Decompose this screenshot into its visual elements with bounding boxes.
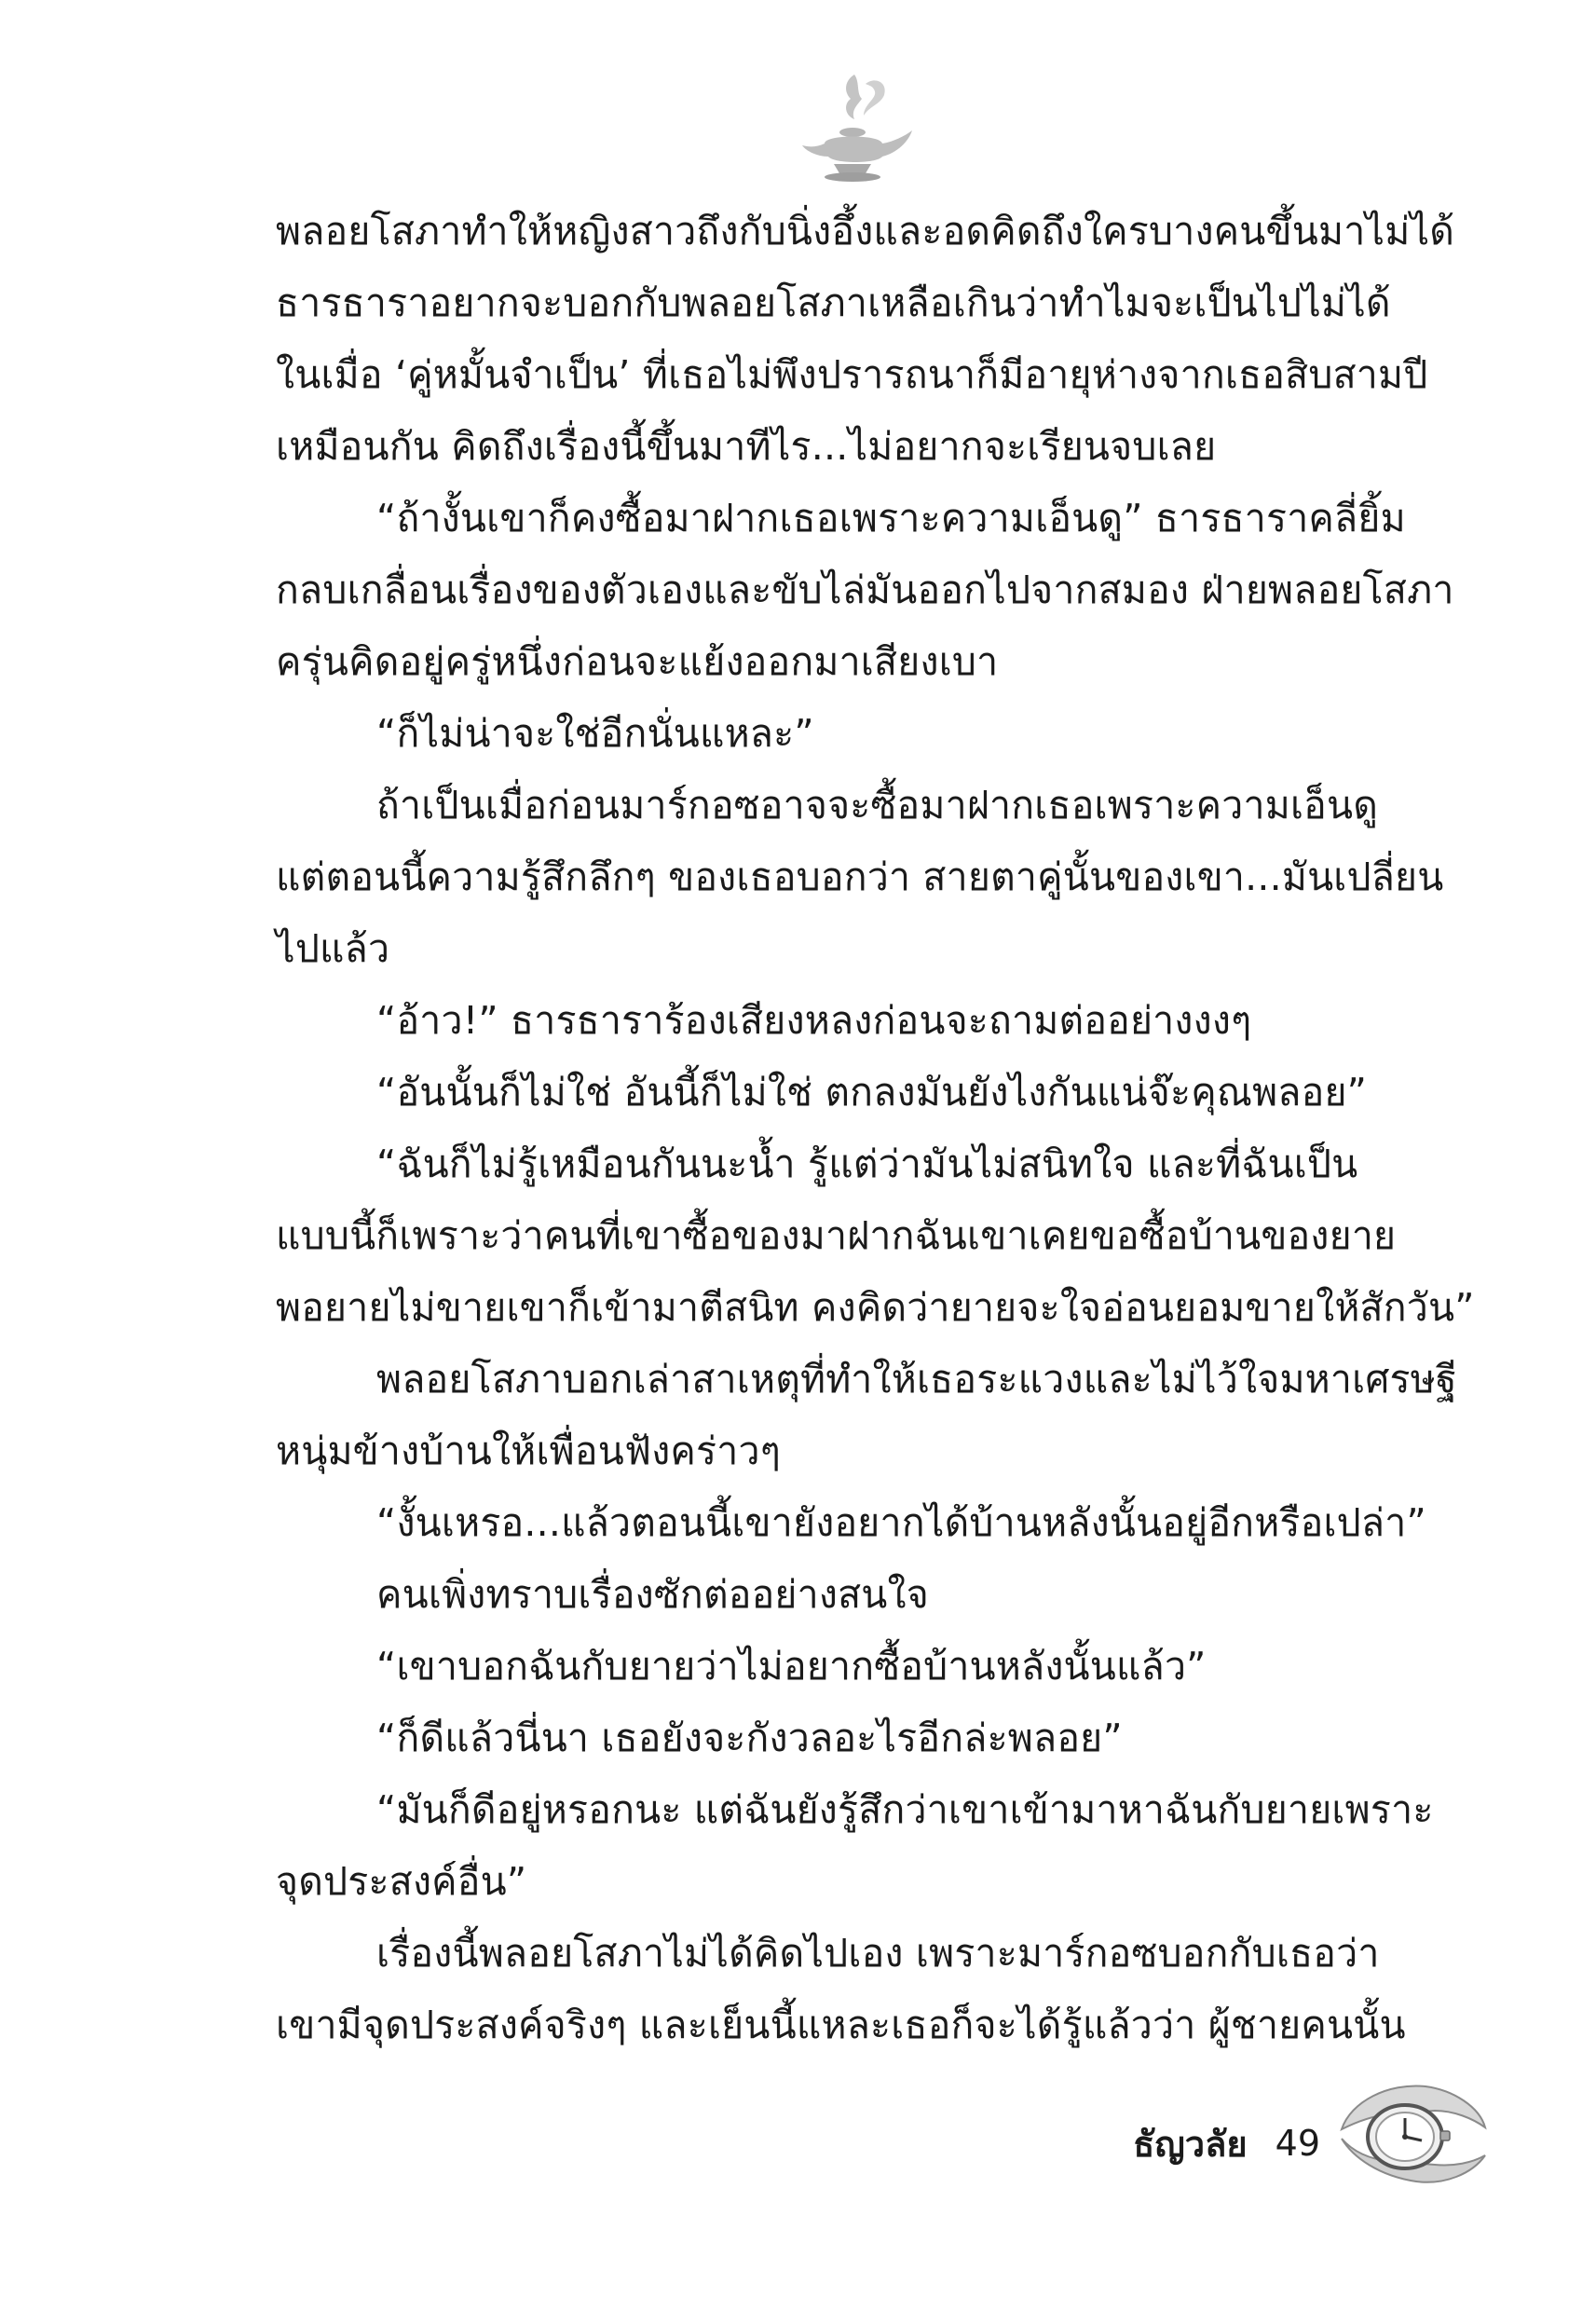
text-line: เขามีจุดประสงค์จริงๆ และเย็นนี้แหละเธอก็จะได้รู้แล้วว่า ผู้ชายคนนั้น [276, 2003, 1406, 2047]
text-line: คนเพิ่งทราบเรื่องซักต่ออย่างสนใจ [376, 1572, 929, 1617]
genie-lamp-icon [797, 67, 918, 188]
text-line: “ฉันก็ไม่รู้เหมือนกันนะน้ำ รู้แต่ว่ามันไม่สนิทใจ และที่ฉันเป็น [376, 1142, 1358, 1186]
text-line: “ก็ดีแล้วนี่นา เธอยังจะกังวลอะไรอีกล่ะพลอย” [376, 1716, 1123, 1760]
text-line: “งั้นเหรอ...แล้วตอนนี้เขายังอยากได้บ้านหลังนั้นอยู่อีกหรือเปล่า” [376, 1500, 1426, 1545]
body-text [276, 196, 1475, 2061]
page-number: 49 [1275, 2123, 1320, 2164]
text-line: ธารธาราอยากจะบอกกับพลอยโสภาเหลือเกินว่าทำไมจะเป็นไปไม่ได้ [276, 280, 1391, 325]
text-line: พลอยโสภาทำให้หญิงสาวถึงกับนิ่งอึ้งและอดคิดถึงใครบางคนขึ้นมาไม่ได้ [276, 209, 1455, 253]
text-line: ถ้าเป็นเมื่อก่อนมาร์กอซอาจจะซื้อมาฝากเธอเพราะความเอ็นดู [376, 783, 1379, 827]
text-line: จุดประสงค์อื่น” [276, 1859, 527, 1904]
text-line: กลบเกลื่อนเรื่องของตัวเองและขับไล่มันออกไปจากสมอง ฝ่ายพลอยโสภา [276, 567, 1454, 612]
book-title: ธัญวลัย [1133, 2123, 1248, 2165]
text-line: “เขาบอกฉันกับยายว่าไม่อยากซื้อบ้านหลังนั้นแล้ว” [376, 1644, 1207, 1689]
text-line: “ก็ไม่น่าจะใช่อีกนั่นแหละ” [376, 711, 814, 756]
text-line: “อ้าว!” ธารธาราร้องเสียงหลงก่อนจะถามต่ออย่างงงๆ [376, 998, 1252, 1043]
text-line: เรื่องนี้พลอยโสภาไม่ได้คิดไปเอง เพราะมาร์กอซบอกกับเธอว่า [376, 1931, 1380, 1976]
text-line: ไปแล้ว [276, 926, 390, 971]
text-line: เหมือนกัน คิดถึงเรื่องนี้ขึ้นมาทีไร...ไม่อยากจะเรียนจบเลย [276, 424, 1217, 469]
text-line: พลอยโสภาบอกเล่าสาเหตุที่ทำให้เธอระแวงและไม่ไว้ใจมหาเศรษฐี [376, 1357, 1457, 1402]
text-line: “ถ้างั้นเขาก็คงซื้อมาฝากเธอเพราะความเอ็นดู” ธารธาราคลี่ยิ้ม [376, 496, 1406, 540]
text-line: ในเมื่อ ‘คู่หมั้นจำเป็น’ ที่เธอไม่พึงปรารถนาก็มีอายุห่างจากเธอสิบสามปี [276, 352, 1428, 397]
text-line: “มันก็ดีอยู่หรอกนะ แต่ฉันยังรู้สึกว่าเขาเข้ามาหาฉันกับยายเพราะ [376, 1787, 1434, 1832]
page-footer [1133, 2115, 1320, 2171]
text-line: แต่ตอนนี้ความรู้สึกลึกๆ ของเธอบอกว่า สายตาคู่นั้นของเขา...มันเปลี่ยน [276, 855, 1444, 899]
text-line: “อันนั้นก็ไม่ใช่ อันนี้ก็ไม่ใช่ ตกลงมันยังไงกันแน่จ๊ะคุณพลอย” [376, 1070, 1368, 1114]
text-line: พอยายไม่ขายเขาก็เข้ามาตีสนิท คงคิดว่ายายจะใจอ่อนยอมขายให้สักวัน” [276, 1285, 1475, 1330]
text-line: ครุ่นคิดอยู่ครู่หนึ่งก่อนจะแย้งออกมาเสียงเบา [276, 639, 999, 684]
text-line: หนุ่มข้างบ้านให้เพื่อนฟังคร่าวๆ [276, 1429, 781, 1473]
text-line: แบบนี้ก็เพราะว่าคนที่เขาซื้อของมาฝากฉันเขาเคยขอซื้อบ้านของยาย [276, 1213, 1397, 1258]
wristwatch-icon [1332, 2073, 1491, 2199]
